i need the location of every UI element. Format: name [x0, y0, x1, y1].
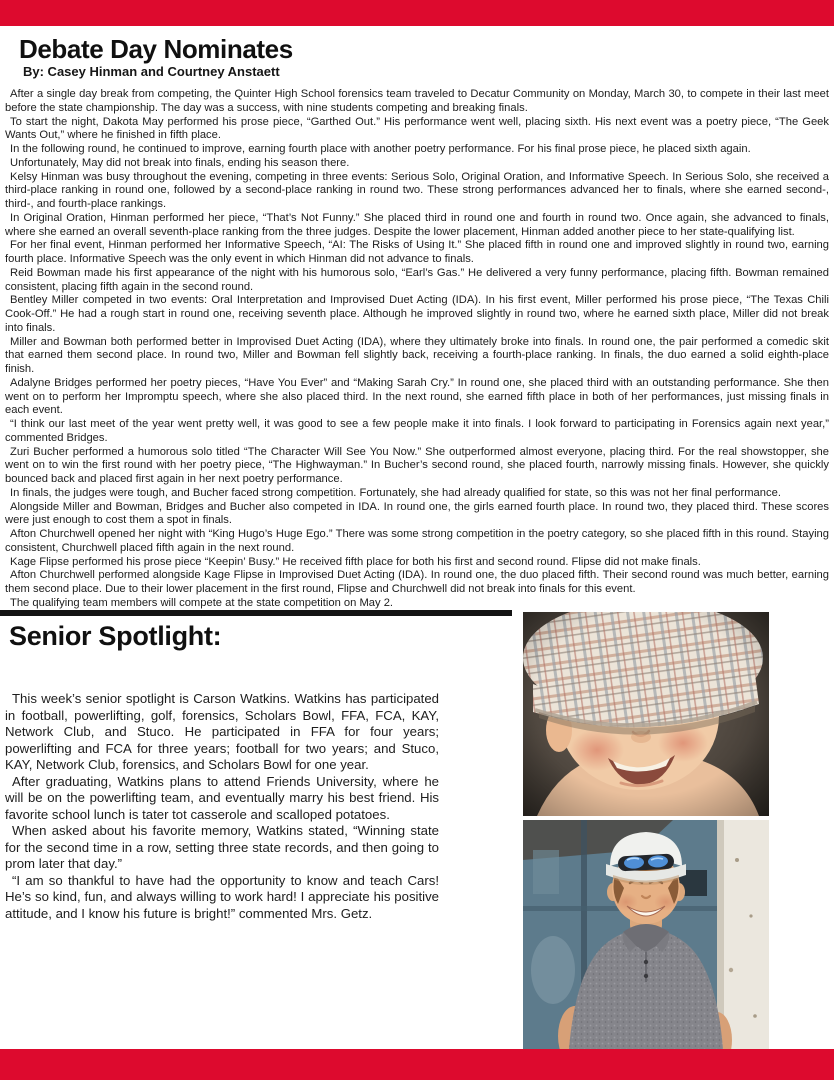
paragraph: Afton Churchwell opened her night with “King Hugo’s Huge Ego.” There was some strong competition in the poetry category, so she placed fifth in this round. Staying consistent, Churchwell placed fifth again in the next round.: [5, 528, 829, 554]
paragraph: When asked about his favorite memory, Watkins stated, “Winning state for the second time in a row, setting three state records, and then going to prom later that day.”: [5, 823, 439, 871]
paragraph: Kelsy Hinman was busy throughout the evening, competing in three events: Serious Solo, Original Oration, and Informative Speech. In Serious Solo, she received a third-place ranking in round one, followed by a second-place ranking in round two. These strong performances advanced her to finals, where she earned second-, third-, and fourth-place rankings.: [5, 170, 829, 210]
paragraph: Unfortunately, May did not break into finals, ending his season there.: [10, 156, 350, 169]
article-body: [5, 88, 829, 611]
article-title: Debate Day Nominates: [19, 34, 293, 64]
paragraph: In Original Oration, Hinman performed her piece, “That’s Not Funny.” She placed third in round one and fourth in round two. Once again, she advanced to finals, where she earned an overall seventh-place ranking from the three judges. Despite the lower placement, Hinman added another piece to her state-qualifying list.: [5, 211, 829, 238]
childhood-photo: [523, 612, 769, 816]
paragraph: After graduating, Watkins plans to attend Friends University, where he will be on the powerlifting team, and eventually marry his best friend. His favorite school lunch is tater tot casserole and scalloped potatoes.: [5, 773, 439, 822]
paragraph: For her final event, Hinman performed her Informative Speech, “AI: The Risks of Using It.” She placed fifth in round one and improved slightly in round two, earning fourth place. Informative Speech was the only event in which Hinman did not advance to finals.: [5, 239, 829, 265]
spotlight-body: [5, 691, 439, 922]
bottom-red-banner: [0, 1049, 834, 1080]
paragraph: After a single day break from competing, the Quinter High School forensics team traveled to Decatur Community on Monday, March 30, to compete in their last meet before the state championship. The day was a success, with nine students competing and breaking finals.: [5, 88, 829, 114]
paragraph: Zuri Bucher performed a humorous solo titled “The Character Will See You Now.” She outperformed almost everyone, placing third. For the real showstopper, she went on to win the first round with her poetry piece, “The Highwayman.” In Bucher’s second round, she placed fourth, narrowly missing finals. However, she quickly bounced back and placed first again in her next poetry performance.: [5, 445, 829, 485]
paragraph: “I think our last meet of the year went pretty well, it was good to see a few people make it into finals. I look forward to participating in Forensics again next year,” commented Bridges.: [5, 418, 829, 444]
paragraph: Afton Churchwell performed alongside Kage Flipse in Improvised Duet Acting (IDA). In round one, the duo placed fifth. Their second round was much better, earning them second place. Due to their lower placement in the first round, Flipse and Churchwell did not break into finals for this event.: [5, 569, 829, 595]
paragraph: Alongside Miller and Bowman, Bridges and Bucher also competed in IDA. In round one, the girls earned fourth place. In round two, they placed third. These scores were just enough to cost them a spot in finals.: [5, 500, 829, 527]
childhood-photo-illustration: [523, 612, 769, 816]
paragraph: Kage Flipse performed his prose piece “Keepin’ Busy.” He received fifth place for both his first and second round. Flipse did not make finals.: [10, 555, 701, 568]
spotlight-title: Senior Spotlight:: [9, 621, 222, 651]
paragraph: “I am so thankful to have had the opportunity to know and teach Cars! He’s so kind, fun, and always willing to work hard! I appreciate his positive attitude, and I know his future is bright!” commented Mrs. Getz.: [5, 872, 439, 921]
section-divider: [0, 610, 512, 616]
senior-photo: [523, 820, 769, 1049]
paragraph: In finals, the judges were tough, and Bucher faced strong competition. Fortunately, she had already qualified for state, so this was not her final performance.: [10, 486, 781, 499]
paragraph: Miller and Bowman both performed better in Improvised Duet Acting (IDA), where they ultimately broke into finals. In round one, the pair performed a comedic skit that earned them second place. In round two, Miller and Bowman fell slightly back, receiving a fourth-place ranking. In finals, the duo earned a solid eighth-place finish.: [5, 335, 829, 375]
paragraph: Adalyne Bridges performed her poetry pieces, “Have You Ever” and “Making Sarah Cry.” In round one, she placed third with an outstanding performance. She then went on to perform her Impromptu speech, where she also placed third. In the next round, she earned fifth place in both of her performances, just missing finals in each event.: [5, 376, 829, 417]
paragraph: This week’s senior spotlight is Carson Watkins. Watkins has participated in football, powerlifting, golf, forensics, Scholars Bowl, FFA, FCA, KAY, Network Club, and Stuco. He participated in FFA for four years; powerlifting and FCA for three years; football for two years; and Stuco, KAY, Network Club, forensics, and Scholars Bowl for one year.: [5, 691, 439, 772]
paragraph: The qualifying team members will compete at the state competition on May 2.: [10, 596, 394, 609]
paragraph: In the following round, he continued to improve, earning fourth place with another poetry performance. For his final prose piece, he placed sixth again.: [10, 143, 751, 155]
paragraph: To start the night, Dakota May performed his prose piece, “Garthed Out.” His performance went well, placing sixth. His next event was a poetry piece, “The Geek Wants Out,” where he finished in fifth place.: [5, 115, 829, 142]
senior-photo-illustration: [523, 820, 769, 1049]
top-red-banner: [0, 0, 834, 26]
paragraph: Bentley Miller competed in two events: Oral Interpretation and Improvised Duet Acting (IDA). In his first event, Miller performed his prose piece, “The Texas Chili Cook-Off.” He had a rough start in round one, receiving seventh place. Although he improved slightly in round two, where he earned sixth place, Miller did not break into finals.: [5, 294, 829, 334]
article-byline: By: Casey Hinman and Courtney Anstaett: [23, 64, 280, 79]
paragraph: Reid Bowman made his first appearance of the night with his humorous solo, “Earl’s Gas.” He delivered a very funny performance, placing fifth. Bowman remained consistent, placing fifth again in the second round.: [5, 266, 829, 293]
